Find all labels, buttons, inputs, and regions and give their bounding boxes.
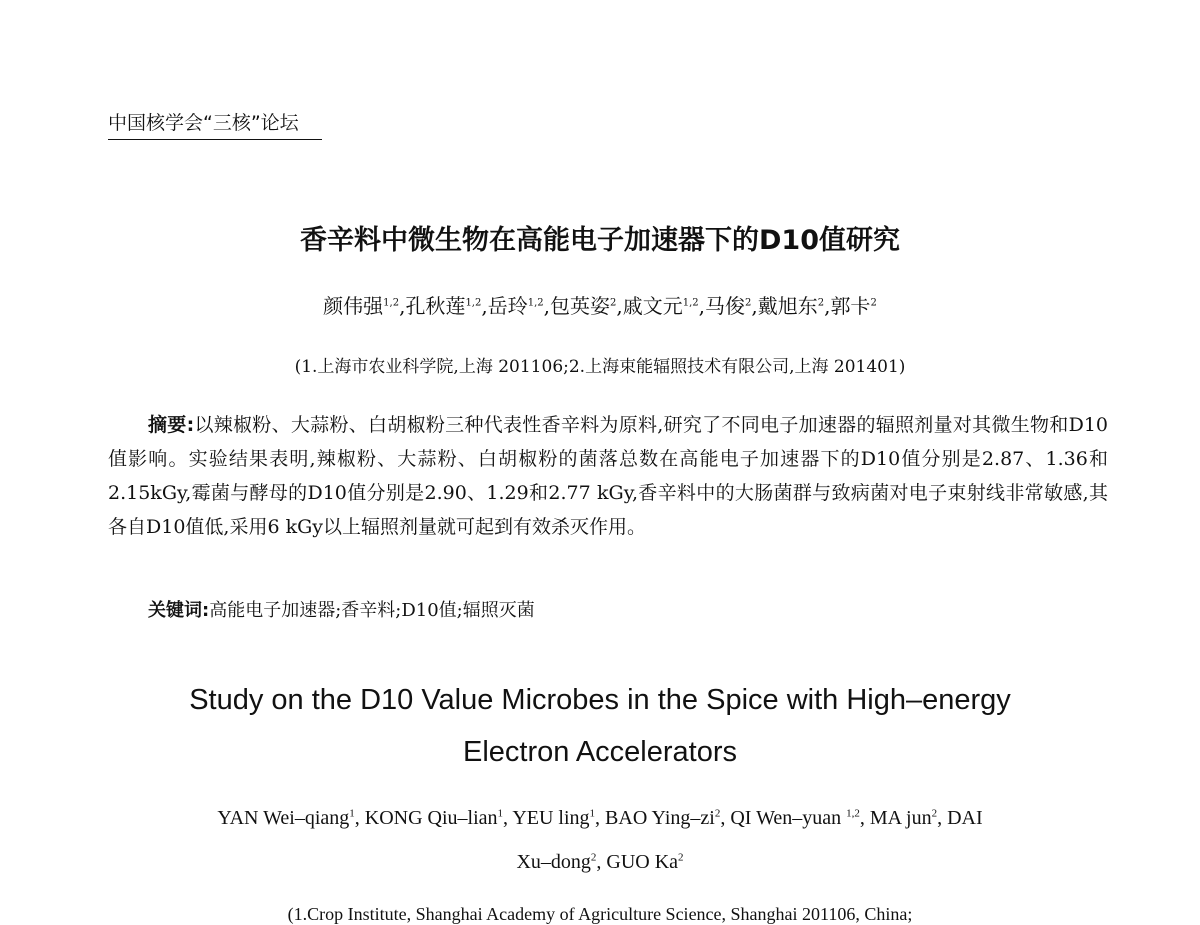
abstract-label: 摘要: <box>148 414 195 436</box>
author-affiliation-mark: 1,2 <box>846 807 860 820</box>
author-separator: , <box>616 294 623 318</box>
author: 孔秋莲 <box>405 294 466 318</box>
keywords-text: 高能电子加速器;香辛料;D10值;辐照灭菌 <box>209 600 535 621</box>
author-affiliation-mark: 2 <box>590 851 597 864</box>
author-separator: , <box>698 294 705 318</box>
author-affiliation-mark: 2 <box>817 297 825 309</box>
author: MA jun <box>869 807 932 829</box>
author-separator: , <box>720 807 731 829</box>
author-separator: , <box>481 294 488 318</box>
author-separator: , <box>354 807 365 829</box>
author-separator: , <box>595 807 606 829</box>
author-separator: , <box>596 851 607 873</box>
author-affiliation-mark: 2 <box>678 851 684 864</box>
author: YAN Wei–qiang <box>217 807 350 829</box>
author-affiliation-mark: 2 <box>870 297 877 309</box>
author-affiliation-mark: 2 <box>931 807 938 820</box>
author: YEU ling <box>512 807 590 829</box>
author-affiliation-mark: 1,2 <box>682 297 699 309</box>
author-affiliation-mark: 1 <box>497 807 504 820</box>
author: 包英姿 <box>549 294 610 318</box>
author-list-english-line-2 <box>140 840 1060 884</box>
author-separator: , <box>399 294 406 318</box>
author-affiliation-mark: 1,2 <box>383 297 400 309</box>
keywords-chinese <box>148 596 535 622</box>
abstract-chinese <box>108 408 1108 544</box>
author: 戴旭东 <box>757 294 818 318</box>
author-separator: , <box>503 807 513 829</box>
author: 郭卡 <box>830 294 871 318</box>
author-affiliation-mark: 2 <box>609 297 617 309</box>
author-separator: , <box>859 807 870 829</box>
author: 戚文元 <box>622 294 683 318</box>
author: 马俊 <box>704 294 745 318</box>
affiliations-chinese: (1.上海市农业科学院,上海 201106;2.上海束能辐照技术有限公司,上海 201401) <box>294 357 906 377</box>
affiliations-english: (1.Crop Institute, Shanghai Academy of Agriculture Science, Shanghai 201106, China; <box>287 904 913 924</box>
paper-title-english <box>0 674 1200 778</box>
title-english-line-2: Electron Accelerators <box>462 736 737 768</box>
author: BAO Ying–zi <box>605 807 715 829</box>
author: 颜伟强 <box>323 294 384 318</box>
author-affiliation-mark: 1 <box>349 807 355 820</box>
author-affiliation-mark: 1,2 <box>465 297 482 309</box>
journal-section-header: 中国核学会“三核”论坛 <box>108 112 299 134</box>
author-separator: , <box>543 294 550 318</box>
author: QI Wen–yuan <box>730 807 847 829</box>
author-separator: , DAI <box>937 807 983 829</box>
author-affiliation-mark: 1,2 <box>527 297 544 309</box>
author-separator: , <box>824 294 831 318</box>
author-affiliation-mark: 2 <box>714 807 721 820</box>
author-affiliation-mark: 2 <box>744 297 752 309</box>
author: Xu–dong <box>516 851 591 873</box>
abstract-text: 以辣椒粉、大蒜粉、白胡椒粉三种代表性香辛料为原料,研究了不同电子加速器的辐照剂量对其微生物和D10值影响。实验结果表明,辣椒粉、大蒜粉、白胡椒粉的菌落总数在高能电子加速器下的D10值分别是2.87、1.36和2.15kGy,霉菌与酵母的D10值分别是2.90、1.29和2.77 kGy,香辛料中的大肠菌群与致病菌对电子束射线非常敏感,其各自D10值低,采用6 kGy以上辐照剂量就可起到有效杀灭作用。 <box>108 414 1108 538</box>
header-underline <box>108 139 322 140</box>
keywords-label: 关键词: <box>148 600 210 621</box>
author-affiliation-mark: 1 <box>589 807 596 820</box>
author: KONG Qiu–lian <box>364 807 498 829</box>
author-list-english <box>140 796 1060 884</box>
author-separator: , <box>751 294 758 318</box>
title-english-line-1: Study on the D10 Value Microbes in the Spice with High–energy <box>189 684 1011 716</box>
author: GUO Ka <box>606 851 679 873</box>
author: 岳玲 <box>487 294 528 318</box>
author-list-chinese <box>0 290 1200 319</box>
author-list-english-line-1 <box>140 796 1060 840</box>
paper-title-chinese: 香辛料中微生物在高能电子加速器下的D10值研究 <box>300 225 900 256</box>
